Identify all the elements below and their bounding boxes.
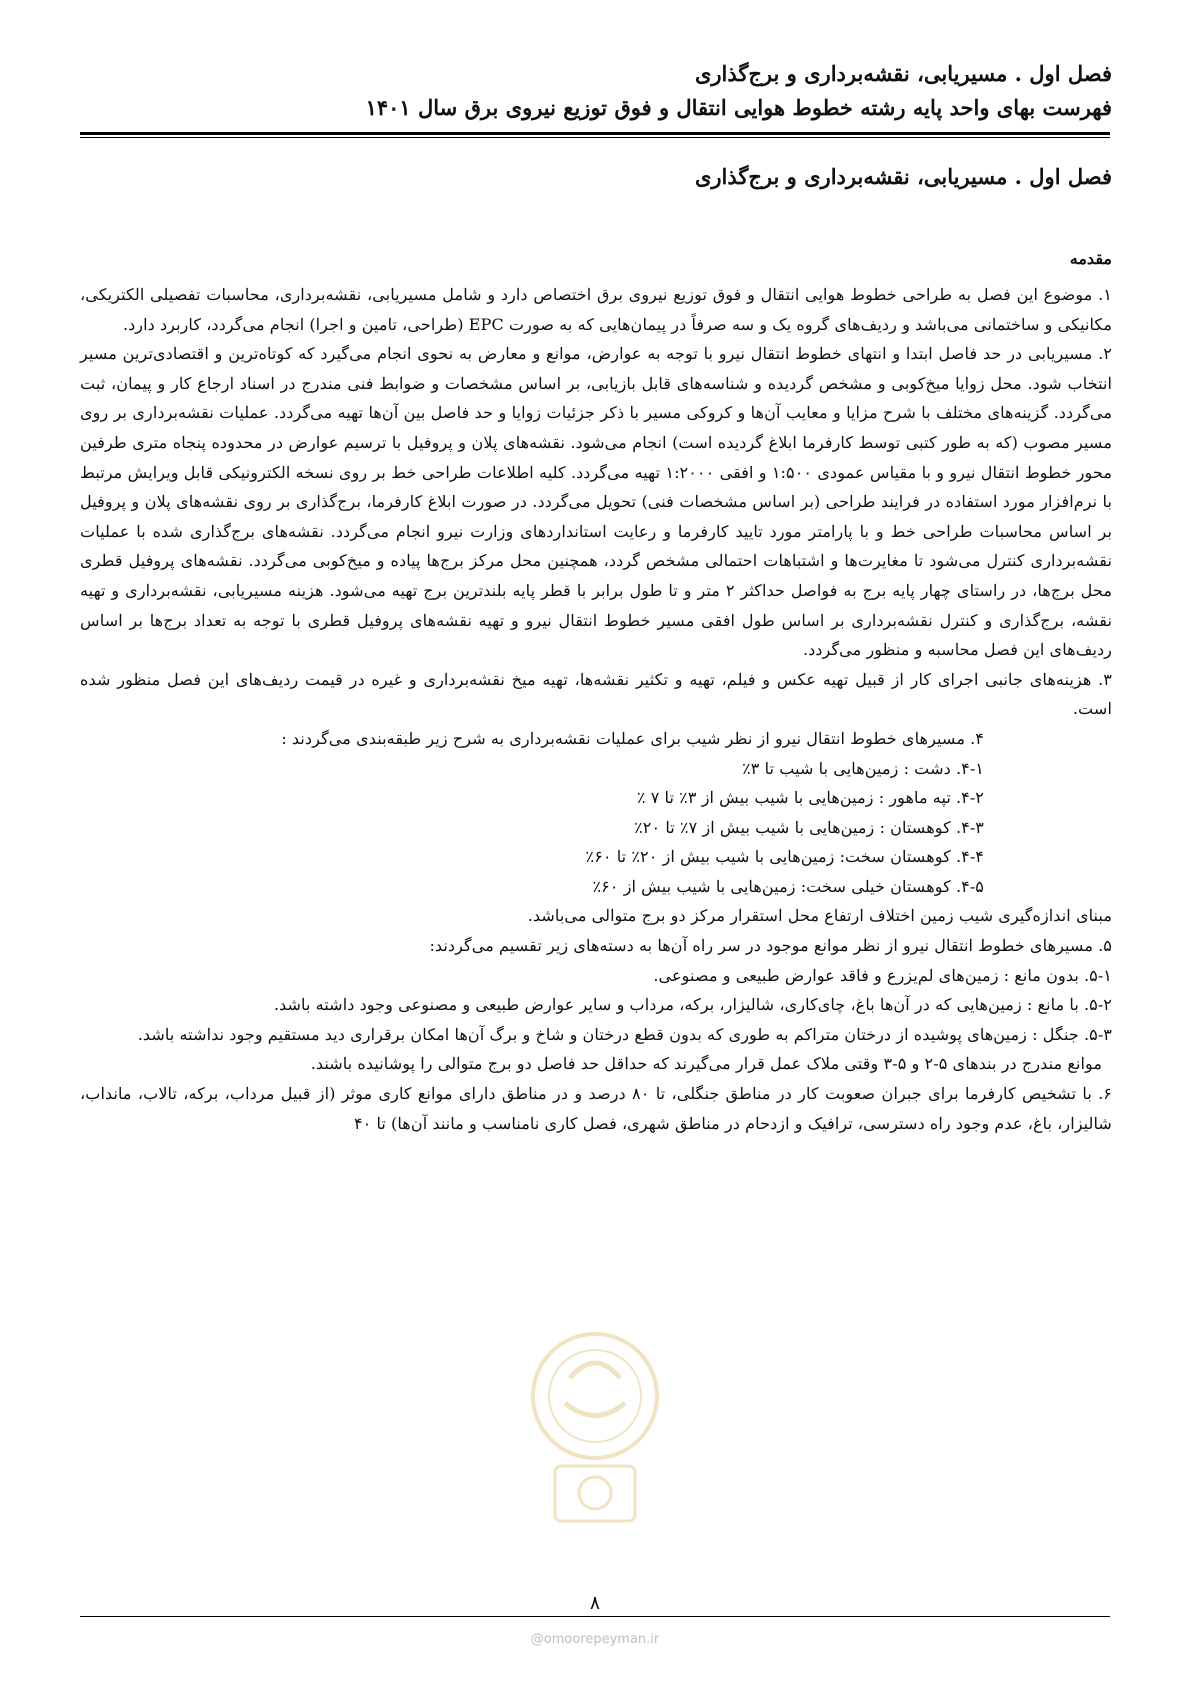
body-text bbox=[80, 280, 1112, 1138]
paragraph-5: ۵. مسیرهای خطوط انتقال نیرو از نظر موانع موجود در سر راه آن‌ها به دسته‌های زیر تقسیم می‌گردند: bbox=[429, 936, 1112, 956]
paragraph-1: ۱. موضوع این فصل به طراحی خطوط هوایی انتقال و فوق توزیع نیروی برق اختصاص دارد و شامل مسیریابی، نقشه‌برداری، محاسبات تفصیلی الکتریکی، مکانیکی و ساختمانی می‌باشد و ردیف‌های گروه یک و سه صرفاً در پیمان‌هایی که به صورت EPC (طراحی، تامین و اجرا) انجام می‌گردد، کاربرد دارد. bbox=[80, 285, 1112, 334]
list-item-4-2: ۴-۲. تپه ماهور : زمین‌هایی با شیب بیش از ۳٪ تا ۷ ٪ bbox=[636, 788, 984, 808]
list-item-4-1: ۴-۱. دشت : زمین‌هایی با شیب تا ۳٪ bbox=[742, 758, 984, 778]
header-rule-thick bbox=[80, 132, 1110, 135]
watermark-seal-logo bbox=[510, 1318, 680, 1538]
paragraph-3: ۳. هزینه‌های جانبی اجرای کار از قبیل تهیه عکس و فیلم، تهیه و تکثیر نقشه‌ها، تهیه میخ نقشه‌برداری و غیره در قیمت ردیف‌های این فصل منظور شده است. bbox=[80, 669, 1112, 719]
paragraph-2: ۲. مسیریابی در حد فاصل ابتدا و انتهای خطوط انتقال نیرو با توجه به عوارض، موانع و معارض به نحوی انجام می‌گیرد که کوتاه‌ترین و اقتصادی‌ترین مسیر انتخاب شود. محل زوایا میخ‌کوبی و مشخص گردیده و شناسه‌های قابل بازیابی، بر اساس مشخصات و ضوابط فنی مندرج در اسناد ارجاع کار و پیمان، ثبت می‌گردد. گزینه‌های مختلف با شرح مزایا و معایب آن‌ها و کروکی مسیر با ذکر جزئیات زوایا و حد فاصل بین آن‌ها تهیه می‌گردد. عملیات نقشه‌برداری بر روی مسیر مصوب (که به طور کتبی توسط کارفرما ابلاغ گردیده است) انجام می‌شود. نقشه‌های پلان و پروفیل با ترسیم عوارض در محدوده پنجاه متری طرفین محور خطوط انتقال نیرو و با مقیاس عمودی ۱:۵۰۰ و افقی ۱:۲۰۰۰ تهیه می‌گردد. کلیه اطلاعات طراحی خط بر روی نسخه الکترونیکی قابل ویرایش مرتبط با نرم‌افزار مورد استفاده در فرایند طراحی (بر اساس مشخصات فنی) تحویل می‌گردد. در صورت ابلاغ کارفرما، برج‌گذاری بر روی نقشه‌های پلان و پروفیل بر اساس محاسبات طراحی خط و با پارامتر مورد تایید کارفرما و رعایت استانداردهای وزارت نیرو انجام می‌گردد. نقشه‌های برج‌گذاری شده با عملیات نقشه‌برداری کنترل می‌شود تا مغایرت‌ها و اشتباهات احتمالی مشخص گردد، همچنین محل مرکز برج‌ها پیاده و میخ‌کوبی می‌گردد. نقشه‌های پروفیل قطری محل برج‌ها، در راستای چهار پایه برج به فواصل حداکثر ۲ متر و تا طول برابر با قطر پایه بلندترین برج تهیه می‌شود. هزینه مسیریابی، نقشه‌برداری و تهیه نقشه، برج‌گذاری و کنترل نقشه‌برداری بر اساس طول افقی مسیر خطوط انتقال نیرو و تهیه نقشه‌های پروفیل قطری با توجه به تعداد برج‌ها بر اساس ردیف‌های این فصل محاسبه و منظور می‌گردد. bbox=[80, 344, 1113, 660]
note-obstacles: موانع مندرج در بندهای ۵-۲ و ۵-۳ وقتی ملاک عمل قرار می‌گیرند که حداقل حد فاصل دو برج متوالی را پوشانیده باشند. bbox=[310, 1054, 1102, 1074]
list-item-5-2: ۵-۲. با مانع : زمین‌هایی که در آن‌ها باغ، چای‌کاری، شالیزار، برکه، مرداب و سایر عوارض طبیعی و مصنوعی وجود داشته باشد. bbox=[273, 995, 1112, 1015]
list-item-5-3: ۵-۳. جنگل : زمین‌های پوشیده از درختان متراکم به طوری که بدون قطع درختان و شاخ و برگ آن‌ها امکان برقراری دید مستقیم وجود نداشته باشد. bbox=[137, 1024, 1112, 1044]
section-heading-introduction: مقدمه bbox=[1069, 249, 1112, 268]
list-item-5-1: ۵-۱. بدون مانع : زمین‌های لم‌یزرع و فاقد عوارض طبیعی و مصنوعی. bbox=[653, 965, 1112, 985]
header-rule-thin bbox=[80, 137, 1110, 138]
list-item-4-4: ۴-۴. کوهستان سخت: زمین‌هایی با شیب بیش از ۲۰٪ تا ۶۰٪ bbox=[585, 847, 984, 867]
footer-rule bbox=[80, 1616, 1110, 1617]
note-slope-basis: مبنای اندازه‌گیری شیب زمین اختلاف ارتفاع محل استقرار مرکز دو برج متوالی می‌باشد. bbox=[527, 906, 1112, 926]
watermark-url: @omoorepeyman.ir bbox=[530, 1632, 660, 1647]
running-header-chapter: فصل اول . مسیریابی، نقشه‌برداری و برج‌گذاری bbox=[694, 61, 1112, 86]
running-header-document-title: فهرست بهای واحد پایه رشته خطوط هوایی انتقال و فوق توزیع نیروی برق سال ۱۴۰۱ bbox=[365, 95, 1112, 120]
paragraph-4: ۴. مسیرهای خطوط انتقال نیرو از نظر شیب برای عملیات نقشه‌برداری به شرح زیر طبقه‌بندی می‌گردند : bbox=[281, 728, 984, 748]
page-number: ۸ bbox=[589, 1592, 601, 1614]
list-item-4-5: ۴-۵. کوهستان خیلی سخت: زمین‌هایی با شیب بیش از ۶۰٪ bbox=[592, 876, 984, 896]
paragraph-6: ۶. با تشخیص کارفرما برای جبران صعوبت کار در مناطق جنگلی، تا ۸۰ درصد و در مناطق دارای موانع کاری موثر (از قبیل مرداب، برکه، تالاب، مانداب، شالیزار، باغ، عدم وجود راه دسترسی، ترافیک و ازدحام در مناطق شهری، فصل کاری نامناسب و مانند آن‌ها) تا ۴۰ bbox=[80, 1084, 1112, 1133]
list-item-4-3: ۴-۳. کوهستان : زمین‌هایی با شیب بیش از ۷٪ تا ۲۰٪ bbox=[634, 817, 984, 837]
chapter-title: فصل اول . مسیریابی، نقشه‌برداری و برج‌گذاری bbox=[694, 164, 1112, 189]
